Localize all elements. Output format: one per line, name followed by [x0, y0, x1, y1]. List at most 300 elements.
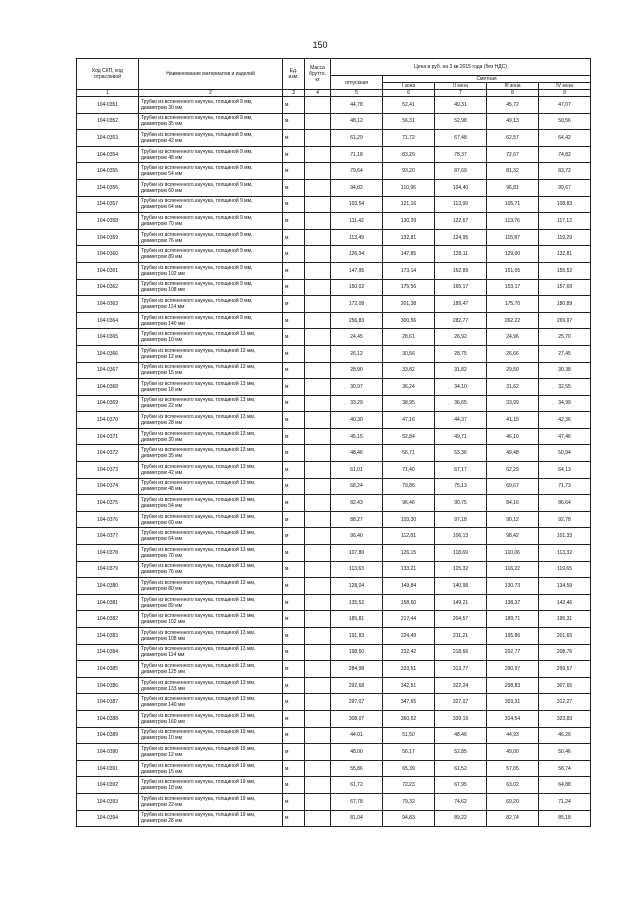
row-price-zone-1: 79,86: [383, 478, 435, 495]
row-name-line-2: диаметром 15 мм: [141, 768, 183, 775]
row-mass: [305, 760, 331, 777]
row-name-line-2: диаметром 54 мм: [141, 503, 183, 510]
row-price-zone-4: 195,31: [539, 611, 591, 628]
row-price-release: 81,04: [331, 810, 383, 827]
row-price-zone-4: 117,12: [539, 213, 591, 230]
row-price-release: 94,82: [331, 179, 383, 196]
row-price-release: 55,86: [331, 760, 383, 777]
row-name-line-1: Трубки из вспененного каучука, толщиной 9 мм,: [141, 297, 253, 304]
row-code: 104-0365: [77, 329, 139, 346]
row-unit: м: [283, 345, 305, 362]
row-mass: [305, 545, 331, 562]
table-row: [77, 179, 591, 196]
row-name-line-1: Трубки из вспененного каучука, толщиной 19 мм,: [141, 762, 256, 769]
row-name-line-2: диаметром 28 мм: [141, 818, 183, 825]
row-unit: м: [283, 312, 305, 329]
row-price-zone-3: 189,71: [487, 611, 539, 628]
column-number-row: [77, 90, 591, 97]
row-price-zone-1: 51,50: [383, 727, 435, 744]
row-name: [139, 246, 283, 263]
row-name-line-1: Трубки из вспененного каучука, толщиной 13 мм,: [141, 613, 256, 620]
row-price-zone-4: 64,42: [539, 130, 591, 147]
table-row: [77, 97, 591, 114]
row-name: [139, 578, 283, 595]
row-price-zone-3: 290,97: [487, 661, 539, 678]
table-row: [77, 561, 591, 578]
row-price-zone-4: 101,33: [539, 528, 591, 545]
table-row: [77, 246, 591, 263]
row-code: 104-0382: [77, 611, 139, 628]
row-price-zone-2: 52,85: [435, 744, 487, 761]
row-price-zone-4: 132,81: [539, 246, 591, 263]
header-zone-3: III зона: [487, 83, 539, 90]
table-row: [77, 677, 591, 694]
table-row: [77, 644, 591, 661]
row-price-release: 40,30: [331, 412, 383, 429]
row-price-zone-2: 90,75: [435, 495, 487, 512]
row-name-line-2: диаметром 108 мм: [141, 635, 185, 642]
row-unit: м: [283, 511, 305, 528]
row-unit: м: [283, 229, 305, 246]
row-name: [139, 644, 283, 661]
row-price-release: 191,83: [331, 628, 383, 645]
row-name: [139, 445, 283, 462]
row-name-line-2: диаметром 12 мм: [141, 353, 183, 360]
row-price-zone-2: 218,66: [435, 644, 487, 661]
header-zone-4: IV зона: [539, 83, 591, 90]
row-price-zone-1: 300,56: [383, 312, 435, 329]
table-row: [77, 113, 591, 130]
row-unit: м: [283, 677, 305, 694]
row-name-line-2: диаметром 35 мм: [141, 121, 183, 128]
row-mass: [305, 279, 331, 296]
row-price-release: 126,34: [331, 246, 383, 263]
row-name-line-1: Трубки из вспененного каучука, толщиной 9 мм,: [141, 231, 253, 238]
row-name-line-2: диаметром 160 мм: [141, 718, 185, 725]
row-code: 104-0366: [77, 345, 139, 362]
row-mass: [305, 511, 331, 528]
row-name-line-1: Трубки из вспененного каучука, толщиной 13 мм,: [141, 712, 256, 719]
row-code: 104-0390: [77, 744, 139, 761]
row-price-zone-3: 195,86: [487, 628, 539, 645]
row-name: [139, 793, 283, 810]
row-name-line-1: Трубки из вспененного каучука, толщиной 13 мм,: [141, 364, 256, 371]
row-name-line-2: диаметром 70 мм: [141, 552, 183, 559]
row-price-zone-1: 47,16: [383, 412, 435, 429]
table-row: [77, 379, 591, 396]
row-name-line-2: диаметром 140 мм: [141, 702, 185, 709]
row-price-zone-3: 29,50: [487, 362, 539, 379]
row-name: [139, 727, 283, 744]
table-row: [77, 760, 591, 777]
row-price-zone-2: 67,17: [435, 462, 487, 479]
row-price-zone-1: 103,30: [383, 511, 435, 528]
column-number: 8: [487, 90, 539, 97]
row-price-zone-3: 175,70: [487, 296, 539, 313]
row-price-zone-4: 142,46: [539, 594, 591, 611]
row-price-zone-3: 57,05: [487, 760, 539, 777]
row-price-zone-3: 202,77: [487, 644, 539, 661]
row-unit: м: [283, 628, 305, 645]
table-row: [77, 428, 591, 445]
row-price-zone-4: 71,73: [539, 478, 591, 495]
row-mass: [305, 777, 331, 794]
row-price-zone-1: 175,56: [383, 279, 435, 296]
column-number: 7: [435, 90, 487, 97]
row-price-zone-1: 132,81: [383, 229, 435, 246]
row-price-zone-1: 173,14: [383, 262, 435, 279]
row-price-zone-3: 49,13: [487, 113, 539, 130]
row-price-zone-1: 121,16: [383, 196, 435, 213]
row-unit: м: [283, 163, 305, 180]
row-price-zone-4: 27,45: [539, 345, 591, 362]
row-name: [139, 744, 283, 761]
row-unit: м: [283, 362, 305, 379]
row-mass: [305, 744, 331, 761]
row-name-line-1: Трубки из вспененного каучука, толщиной 13 мм,: [141, 596, 256, 603]
row-price-zone-4: 50,56: [539, 113, 591, 130]
row-price-zone-4: 180,89: [539, 296, 591, 313]
row-price-zone-3: 115,87: [487, 229, 539, 246]
row-price-zone-4: 46,26: [539, 727, 591, 744]
row-price-zone-3: 90,12: [487, 511, 539, 528]
row-mass: [305, 578, 331, 595]
row-price-zone-2: 34,10: [435, 379, 487, 396]
row-mass: [305, 213, 331, 230]
row-name-line-2: диаметром 10 мм: [141, 337, 183, 344]
row-price-zone-1: 112,81: [383, 528, 435, 545]
row-price-zone-1: 93,20: [383, 163, 435, 180]
row-mass: [305, 677, 331, 694]
row-price-zone-1: 72,23: [383, 777, 435, 794]
row-price-zone-1: 110,96: [383, 179, 435, 196]
row-unit: м: [283, 744, 305, 761]
row-unit: м: [283, 329, 305, 346]
row-code: 104-0368: [77, 379, 139, 396]
row-code: 104-0357: [77, 196, 139, 213]
header-zone-2: II зона: [435, 83, 487, 90]
row-mass: [305, 462, 331, 479]
row-name-line-2: диаметром 102 мм: [141, 270, 185, 277]
row-name: [139, 163, 283, 180]
row-mass: [305, 611, 331, 628]
row-code: 104-0393: [77, 793, 139, 810]
row-price-zone-2: 124,95: [435, 229, 487, 246]
row-name-line-1: Трубки из вспененного каучука, толщиной 9 мм,: [141, 181, 253, 188]
row-unit: м: [283, 710, 305, 727]
table-row: [77, 545, 591, 562]
row-price-zone-1: 36,24: [383, 379, 435, 396]
row-name-line-1: Трубки из вспененного каучука, толщиной 13 мм,: [141, 447, 256, 454]
row-name-line-2: диаметром 30 мм: [141, 436, 183, 443]
header-estimate: Сметная: [383, 76, 591, 83]
row-price-zone-1: 56,71: [383, 445, 435, 462]
row-mass: [305, 793, 331, 810]
row-price-zone-2: 106,13: [435, 528, 487, 545]
row-price-zone-3: 44,93: [487, 727, 539, 744]
row-price-zone-4: 119,29: [539, 229, 591, 246]
table-row: [77, 329, 591, 346]
row-code: 104-0367: [77, 362, 139, 379]
row-name: [139, 495, 283, 512]
row-name-line-1: Трубки из вспененного каучука, толщиной 19 мм,: [141, 779, 256, 786]
row-code: 104-0354: [77, 146, 139, 163]
row-price-zone-2: 339,19: [435, 710, 487, 727]
row-price-zone-2: 53,36: [435, 445, 487, 462]
row-price-zone-2: 211,21: [435, 628, 487, 645]
row-mass: [305, 594, 331, 611]
row-mass: [305, 130, 331, 147]
row-price-release: 45,15: [331, 428, 383, 445]
row-code: 104-0388: [77, 710, 139, 727]
table-row: [77, 578, 591, 595]
row-price-zone-4: 269,97: [539, 312, 591, 329]
row-price-zone-2: 89,22: [435, 810, 487, 827]
row-price-zone-2: 149,21: [435, 594, 487, 611]
row-name-line-1: Трубки из вспененного каучука, толщиной 13 мм,: [141, 530, 256, 537]
row-code: 104-0387: [77, 694, 139, 711]
row-name: [139, 296, 283, 313]
row-price-zone-2: 67,95: [435, 777, 487, 794]
row-mass: [305, 329, 331, 346]
row-price-zone-4: 47,46: [539, 428, 591, 445]
row-name: [139, 279, 283, 296]
row-name-line-2: диаметром 10 мм: [141, 735, 183, 742]
header-mass: Масса брутто, кг: [305, 59, 331, 90]
row-name-line-1: Трубки из вспененного каучука, толщиной 9 мм,: [141, 165, 253, 172]
row-price-zone-2: 87,69: [435, 163, 487, 180]
row-price-release: 284,98: [331, 661, 383, 678]
page-number: 150: [312, 40, 328, 50]
row-price-zone-2: 31,82: [435, 362, 487, 379]
row-price-release: 256,83: [331, 312, 383, 329]
table-row: [77, 528, 591, 545]
table-row: [77, 594, 591, 611]
row-price-zone-4: 323,83: [539, 710, 591, 727]
row-price-zone-3: 69,67: [487, 478, 539, 495]
row-price-zone-2: 122,67: [435, 213, 487, 230]
row-mass: [305, 710, 331, 727]
row-code: 104-0381: [77, 594, 139, 611]
row-price-zone-4: 30,38: [539, 362, 591, 379]
row-name: [139, 345, 283, 362]
row-price-release: 308,07: [331, 710, 383, 727]
row-price-release: 113,63: [331, 561, 383, 578]
row-name: [139, 229, 283, 246]
table-row: [77, 312, 591, 329]
row-price-zone-1: 56,31: [383, 113, 435, 130]
row-price-zone-4: 64,13: [539, 462, 591, 479]
row-price-zone-3: 31,62: [487, 379, 539, 396]
table-row: [77, 694, 591, 711]
row-price-zone-2: 165,17: [435, 279, 487, 296]
row-code: 104-0369: [77, 395, 139, 412]
row-price-zone-1: 149,84: [383, 578, 435, 595]
row-code: 104-0356: [77, 179, 139, 196]
row-price-zone-2: 97,18: [435, 511, 487, 528]
row-price-zone-3: 82,74: [487, 810, 539, 827]
row-price-zone-2: 44,37: [435, 412, 487, 429]
row-name-line-1: Трубки из вспененного каучука, толщиной 13 мм,: [141, 696, 256, 703]
row-price-zone-3: 129,00: [487, 246, 539, 263]
table-row: [77, 345, 591, 362]
row-unit: м: [283, 810, 305, 827]
price-table: [76, 58, 591, 827]
row-price-release: 26,12: [331, 345, 383, 362]
row-name: [139, 196, 283, 213]
row-name-line-2: диаметром 70 мм: [141, 220, 183, 227]
table-row: [77, 511, 591, 528]
row-code: 104-0370: [77, 412, 139, 429]
row-mass: [305, 561, 331, 578]
row-price-zone-2: 282,77: [435, 312, 487, 329]
row-code: 104-0363: [77, 296, 139, 313]
row-price-release: 198,60: [331, 644, 383, 661]
row-name: [139, 146, 283, 163]
row-price-release: 28,90: [331, 362, 383, 379]
row-price-zone-1: 224,49: [383, 628, 435, 645]
row-code: 104-0383: [77, 628, 139, 645]
row-name-line-2: диаметром 28 мм: [141, 420, 183, 427]
table-row: [77, 628, 591, 645]
row-price-release: 113,49: [331, 229, 383, 246]
row-name-line-2: диаметром 114 мм: [141, 303, 185, 310]
row-mass: [305, 428, 331, 445]
row-price-zone-3: 138,37: [487, 594, 539, 611]
row-mass: [305, 146, 331, 163]
row-name-line-2: диаметром 76 мм: [141, 569, 183, 576]
row-name-line-2: диаметром 60 мм: [141, 519, 183, 526]
row-name-line-1: Трубки из вспененного каучука, толщиной 13 мм,: [141, 563, 256, 570]
row-unit: м: [283, 462, 305, 479]
table-row: [77, 611, 591, 628]
row-mass: [305, 345, 331, 362]
row-unit: м: [283, 528, 305, 545]
row-price-release: 103,54: [331, 196, 383, 213]
row-code: 104-0378: [77, 545, 139, 562]
row-price-zone-1: 71,72: [383, 130, 435, 147]
row-name-line-1: Трубки из вспененного каучука, толщиной 9 мм,: [141, 198, 253, 205]
row-name: [139, 97, 283, 114]
row-name-line-1: Трубки из вспененного каучука, толщиной 13 мм,: [141, 380, 256, 387]
row-name: [139, 179, 283, 196]
row-price-release: 135,52: [331, 594, 383, 611]
column-number: 3: [283, 90, 305, 97]
row-price-zone-1: 28,61: [383, 329, 435, 346]
row-price-release: 82,43: [331, 495, 383, 512]
row-price-zone-3: 24,96: [487, 329, 539, 346]
row-unit: м: [283, 478, 305, 495]
row-name-line-2: диаметром 133 мм: [141, 685, 185, 692]
row-price-zone-1: 52,84: [383, 428, 435, 445]
row-price-zone-1: 232,42: [383, 644, 435, 661]
row-price-zone-1: 96,46: [383, 495, 435, 512]
row-name-line-1: Трубки из вспененного каучука, толщиной 19 мм,: [141, 812, 256, 819]
row-price-zone-4: 92,78: [539, 511, 591, 528]
row-name-line-1: Трубки из вспененного каучука, толщиной 13 мм,: [141, 580, 256, 587]
header-price-group: Цена в руб. на 3 кв 2015 года (без НДС): [331, 59, 591, 76]
row-price-zone-3: 33,99: [487, 395, 539, 412]
row-price-release: 88,27: [331, 511, 383, 528]
row-unit: м: [283, 146, 305, 163]
row-name: [139, 113, 283, 130]
row-name: [139, 329, 283, 346]
row-unit: м: [283, 777, 305, 794]
row-mass: [305, 727, 331, 744]
row-price-zone-1: 360,52: [383, 710, 435, 727]
row-price-release: 128,04: [331, 578, 383, 595]
row-name-line-1: Трубки из вспененного каучука, толщиной 13 мм,: [141, 397, 256, 404]
row-unit: м: [283, 97, 305, 114]
row-price-release: 48,46: [331, 445, 383, 462]
row-price-zone-1: 33,82: [383, 362, 435, 379]
row-price-zone-4: 50,46: [539, 744, 591, 761]
row-name-line-1: Трубки из вспененного каучука, толщиной 19 мм,: [141, 795, 256, 802]
row-name-line-2: диаметром 42 мм: [141, 469, 183, 476]
row-price-zone-3: 116,22: [487, 561, 539, 578]
row-price-zone-3: 49,00: [487, 744, 539, 761]
table-header: [77, 59, 591, 97]
row-name: [139, 661, 283, 678]
row-price-release: 292,68: [331, 677, 383, 694]
table-row: [77, 478, 591, 495]
row-price-zone-4: 25,70: [539, 329, 591, 346]
row-price-zone-4: 108,83: [539, 196, 591, 213]
row-price-zone-2: 26,92: [435, 329, 487, 346]
row-price-zone-3: 84,16: [487, 495, 539, 512]
table-row: [77, 412, 591, 429]
row-price-zone-3: 45,72: [487, 97, 539, 114]
table-row: [77, 163, 591, 180]
row-name-line-1: Трубки из вспененного каучука, толщиной 9 мм,: [141, 281, 253, 288]
row-code: 104-0353: [77, 130, 139, 147]
row-price-zone-2: 36,65: [435, 395, 487, 412]
row-price-zone-3: 62,29: [487, 462, 539, 479]
row-name-line-1: Трубки из вспененного каучука, толщиной 9 мм,: [141, 115, 253, 122]
row-name: [139, 130, 283, 147]
row-code: 104-0355: [77, 163, 139, 180]
row-code: 104-0376: [77, 511, 139, 528]
row-unit: м: [283, 395, 305, 412]
row-mass: [305, 478, 331, 495]
row-mass: [305, 312, 331, 329]
row-name-line-1: Трубки из вспененного каучука, толщиной 13 мм,: [141, 331, 256, 338]
row-name-line-2: диаметром 140 мм: [141, 320, 185, 327]
row-name-line-1: Трубки из вспененного каучука, толщиной 9 мм,: [141, 214, 253, 221]
row-unit: м: [283, 661, 305, 678]
row-price-zone-3: 298,83: [487, 677, 539, 694]
row-name: [139, 462, 283, 479]
row-code: 104-0380: [77, 578, 139, 595]
header-release: отпускная: [331, 76, 383, 90]
column-number: 5: [331, 90, 383, 97]
row-price-zone-4: 299,57: [539, 661, 591, 678]
row-name: [139, 760, 283, 777]
row-price-zone-2: 189,47: [435, 296, 487, 313]
row-mass: [305, 362, 331, 379]
row-price-zone-4: 307,65: [539, 677, 591, 694]
row-name: [139, 428, 283, 445]
row-mass: [305, 395, 331, 412]
row-name: [139, 810, 283, 827]
row-price-zone-2: 74,62: [435, 793, 487, 810]
header-name: Наименование материалов и изделий: [139, 59, 283, 90]
row-name-line-2: диаметром 12 мм: [141, 751, 183, 758]
row-price-zone-3: 96,81: [487, 179, 539, 196]
table-row: [77, 130, 591, 147]
row-name-line-2: диаметром 102 мм: [141, 619, 185, 626]
row-name: [139, 412, 283, 429]
